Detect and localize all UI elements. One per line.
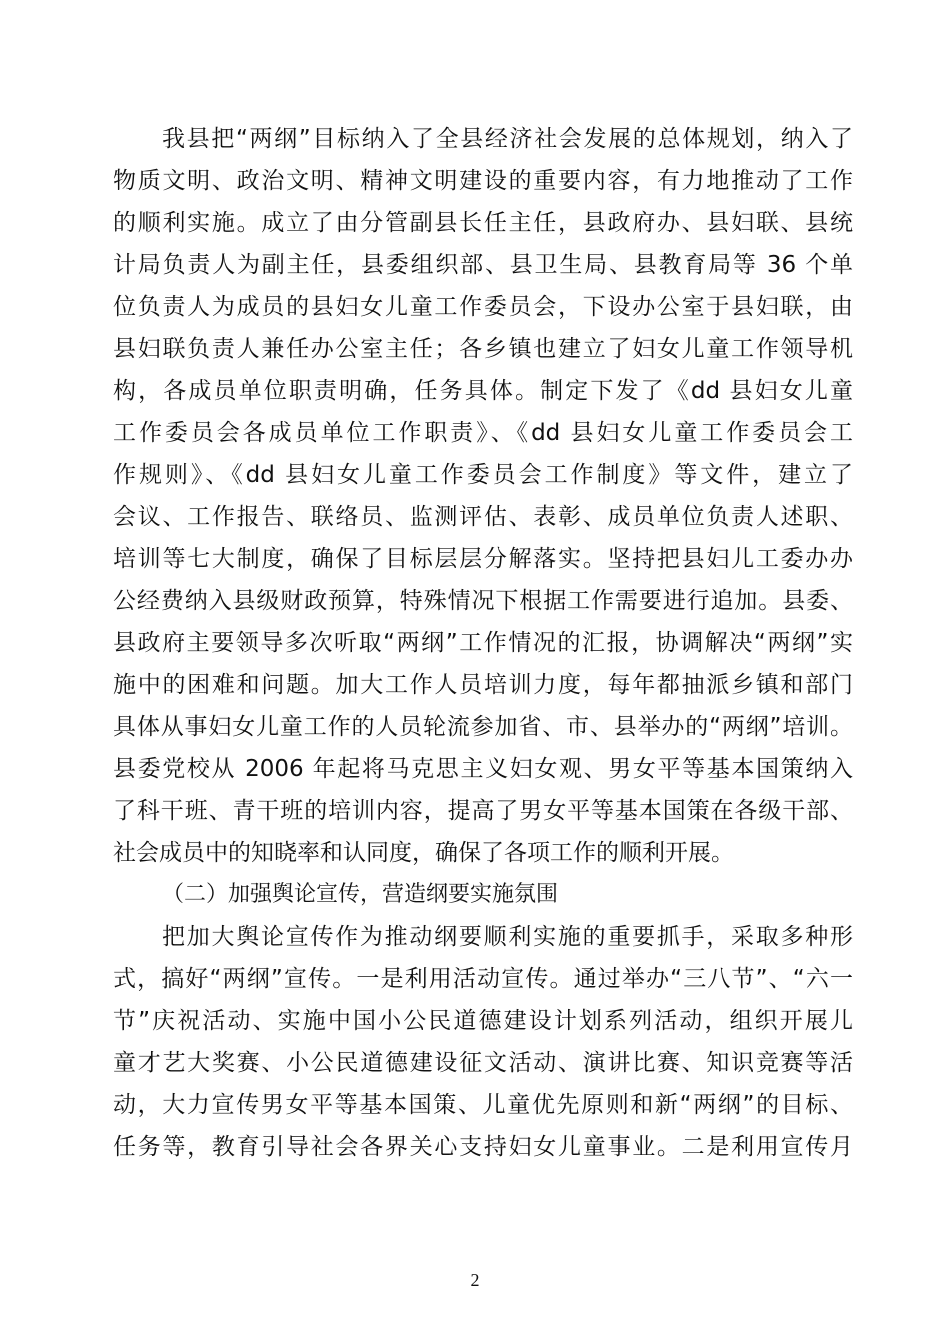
- paragraph-line: 构，各成员单位职责明确，任务具体。制定下发了《dd 县妇女儿童: [113, 378, 853, 404]
- paragraph-line: 位负责人为成员的县妇女儿童工作委员会，下设办公室于县妇联，由: [113, 294, 853, 320]
- paragraph-line: 把加大舆论宣传作为推动纲要顺利实施的重要抓手，采取多种形: [162, 924, 853, 950]
- paragraph-line: 物质文明、政治文明、精神文明建设的重要内容，有力地推动了工作: [113, 168, 853, 194]
- paragraph-line: 县委党校从 2006 年起将马克思主义妇女观、男女平等基本国策纳入: [113, 756, 853, 782]
- paragraph-2: [113, 916, 853, 1168]
- paragraph-line: 式，搞好“两纲”宣传。一是利用活动宣传。通过举办“三八节”、“六一: [113, 966, 853, 992]
- paragraph-line: 计局负责人为副主任，县委组织部、县卫生局、县教育局等 36 个单: [113, 252, 853, 278]
- paragraph-1: [113, 118, 853, 874]
- section-heading: （二）加强舆论宣传，营造纲要实施氛围: [162, 882, 559, 907]
- paragraph-line: 施中的困难和问题。加大工作人员培训力度，每年都抽派乡镇和部门: [113, 672, 853, 698]
- paragraph-line: 县妇联负责人兼任办公室主任；各乡镇也建立了妇女儿童工作领导机: [113, 336, 853, 362]
- paragraph-line: 社会成员中的知晓率和认同度，确保了各项工作的顺利开展。: [113, 840, 734, 866]
- paragraph-line: 培训等七大制度，确保了目标层层分解落实。坚持把县妇儿工委办办: [113, 546, 853, 572]
- paragraph-line: 的顺利实施。成立了由分管副县长任主任，县政府办、县妇联、县统: [113, 210, 853, 236]
- paragraph-line: 任务等，教育引导社会各界关心支持妇女儿童事业。二是利用宣传月: [113, 1134, 853, 1160]
- paragraph-line: 工作委员会各成员单位工作职责》、《dd 县妇女儿童工作委员会工: [113, 420, 853, 446]
- page-number: 2: [470, 1270, 480, 1290]
- paragraph-line: 节”庆祝活动、实施中国小公民道德建设计划系列活动，组织开展儿: [113, 1008, 853, 1034]
- paragraph-line: 公经费纳入县级财政预算，特殊情况下根据工作需要进行追加。县委、: [113, 588, 853, 614]
- paragraph-line: 动，大力宣传男女平等基本国策、儿童优先原则和新“两纲”的目标、: [113, 1092, 853, 1118]
- paragraph-line: 具体从事妇女儿童工作的人员轮流参加省、市、县举办的“两纲”培训。: [113, 714, 853, 740]
- paragraph-line: 县政府主要领导多次听取“两纲”工作情况的汇报，协调解决“两纲”实: [113, 630, 853, 656]
- paragraph-line: 了科干班、青干班的培训内容，提高了男女平等基本国策在各级干部、: [113, 798, 853, 824]
- document-body: [113, 118, 853, 1168]
- paragraph-line: 我县把“两纲”目标纳入了全县经济社会发展的总体规划，纳入了: [162, 126, 853, 152]
- paragraph-line: 会议、工作报告、联络员、监测评估、表彰、成员单位负责人述职、: [113, 504, 853, 530]
- paragraph-line: 童才艺大奖赛、小公民道德建设征文活动、演讲比赛、知识竞赛等活: [113, 1050, 853, 1076]
- paragraph-line: 作规则》、《dd 县妇女儿童工作委员会工作制度》等文件，建立了: [113, 462, 853, 488]
